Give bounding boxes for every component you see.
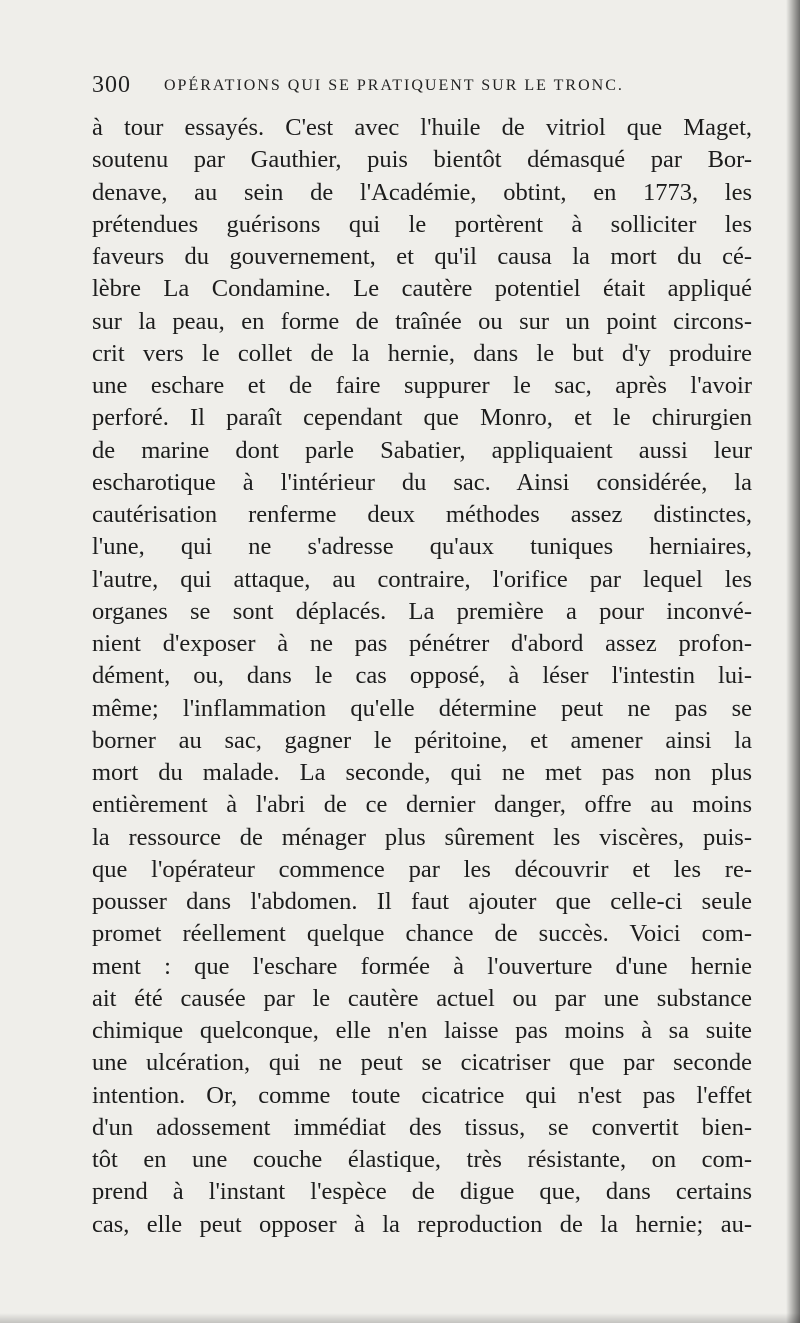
text-line: mort du malade. La seconde, qui ne met pas non plus: [92, 759, 752, 786]
text-line: soutenu par Gauthier, puis bientôt démasqué par Bor-: [92, 146, 752, 174]
text-line: prend à l'instant l'espèce de digue que, dans certains: [92, 1178, 752, 1206]
text-line: que l'opérateur commence par les découvrir et les re-: [92, 855, 752, 883]
text-line: cas, elle peut opposer à la reproduction de la hernie; au-: [92, 1210, 752, 1238]
text-line: une ulcération, qui ne peut se cicatriser que par seconde: [92, 1049, 752, 1077]
text-line: cautérisation renferme deux méthodes assez distinctes,: [92, 501, 752, 528]
text-line: denave, au sein de l'Académie, obtint, en 1773, les: [92, 178, 752, 206]
body-text: [92, 112, 752, 1241]
text-line: la ressource de ménager plus sûrement les viscères, puis-: [92, 823, 752, 851]
text-line: sur la peau, en forme de traînée ou sur un point circons-: [92, 307, 752, 335]
text-line: à tour essayés. C'est avec l'huile de vitriol que Maget,: [92, 114, 752, 141]
text-line: faveurs du gouvernement, et qu'il causa la mort du cé-: [92, 243, 752, 270]
text-line: organes se sont déplacés. La première a pour inconvé-: [92, 597, 752, 625]
text-line: promet réellement quelque chance de succès. Voici com-: [92, 920, 752, 948]
text-line: ment : que l'eschare formée à l'ouverture d'une hernie: [92, 952, 752, 980]
page-header: [92, 72, 712, 102]
text-line: tôt en une couche élastique, très résistante, on com-: [92, 1146, 752, 1173]
text-line: l'une, qui ne s'adresse qu'aux tuniques herniaires,: [92, 533, 752, 561]
text-line: crit vers le collet de la hernie, dans le but d'y produire: [92, 339, 752, 367]
text-line: l'autre, qui attaque, au contraire, l'orifice par lequel les: [92, 565, 752, 593]
text-line: borner au sac, gagner le péritoine, et amener ainsi la: [92, 726, 752, 754]
text-line: nient d'exposer à ne pas pénétrer d'abord assez profon-: [92, 630, 752, 657]
page-edge-shadow: [786, 0, 800, 1323]
running-title: OPÉRATIONS QUI SE PRATIQUENT SUR LE TRONC.: [164, 77, 624, 94]
text-line: de marine dont parle Sabatier, appliquaient aussi leur: [92, 436, 752, 464]
text-line: d'un adossement immédiat des tissus, se convertit bien-: [92, 1113, 752, 1141]
text-line: une eschare et de faire suppurer le sac, après l'avoir: [92, 372, 752, 399]
page-bottom-shadow: [0, 1313, 800, 1323]
text-line: prétendues guérisons qui le portèrent à solliciter les: [92, 210, 752, 238]
text-line: chimique quelconque, elle n'en laisse pas moins à sa suite: [92, 1017, 752, 1044]
text-line: intention. Or, comme toute cicatrice qui n'est pas l'effet: [92, 1081, 752, 1109]
text-line: dément, ou, dans le cas opposé, à léser l'intestin lui-: [92, 662, 752, 690]
page-number: 300: [92, 72, 131, 98]
text-line: même; l'inflammation qu'elle détermine peut ne pas se: [92, 694, 752, 722]
text-line: perforé. Il paraît cependant que Monro, et le chirurgien: [92, 404, 752, 432]
text-line: escharotique à l'intérieur du sac. Ainsi considérée, la: [92, 468, 752, 496]
text-line: pousser dans l'abdomen. Il faut ajouter que celle-ci seule: [92, 888, 752, 915]
text-line: ait été causée par le cautère actuel ou par une substance: [92, 984, 752, 1012]
text-line: entièrement à l'abri de ce dernier danger, offre au moins: [92, 791, 752, 819]
text-line: lèbre La Condamine. Le cautère potentiel était appliqué: [92, 275, 752, 303]
